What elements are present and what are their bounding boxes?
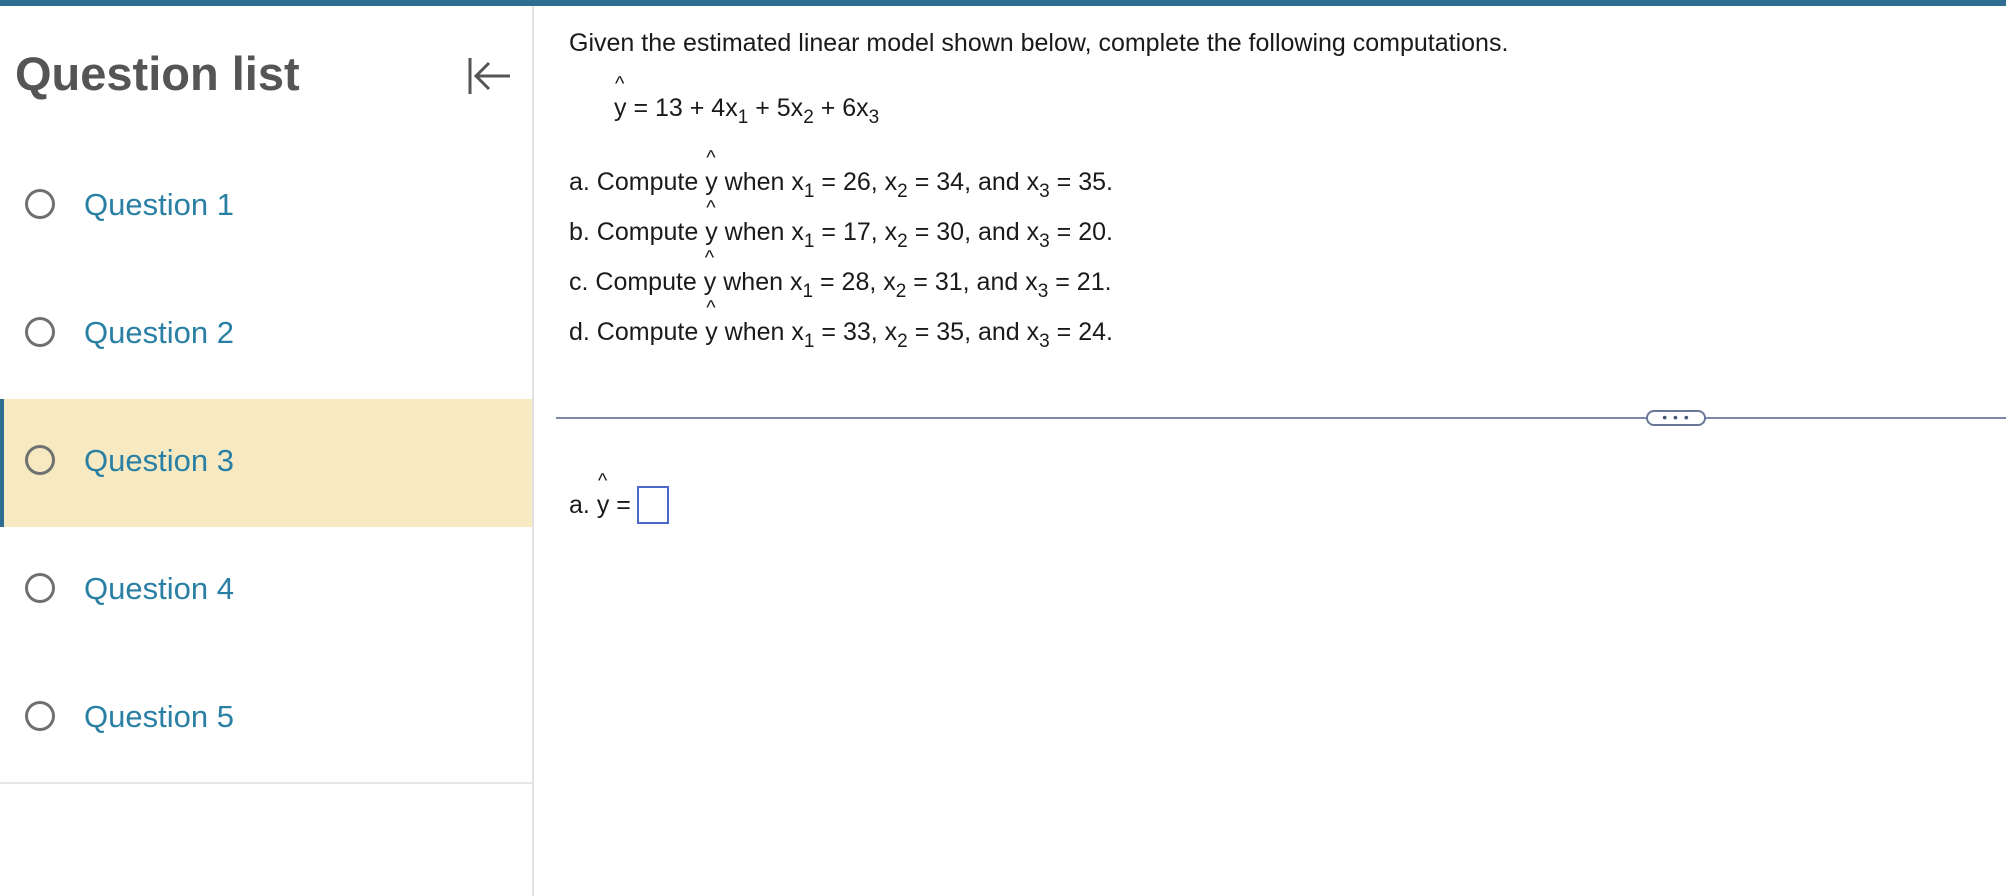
x2-value: 35 xyxy=(936,318,965,346)
part-prefix: a. Compute xyxy=(569,168,699,196)
x1-value: 28 xyxy=(841,268,870,296)
question-prompt: Given the estimated linear model shown below, complete the following computations. xyxy=(569,29,1509,57)
question-item-2[interactable] xyxy=(0,271,532,399)
question-item-4[interactable] xyxy=(0,527,532,655)
y-hat: ^ y xyxy=(705,218,718,247)
question-label: Question 4 xyxy=(84,571,234,606)
part-b: b. Compute ^ y when $x_1 = 17$, $x_2 = 30$, and $x_3 = 20$. xyxy=(569,218,1113,268)
question-item-3-active[interactable] xyxy=(0,399,532,527)
x1-value: 33 xyxy=(842,318,871,346)
x2-value: 30 xyxy=(936,218,965,246)
equation-term: = 13 + 4x xyxy=(633,94,738,122)
radio-unchecked-icon xyxy=(25,701,55,731)
question-label: Question 2 xyxy=(84,315,234,350)
model-equation: ^ $y = 13 + 4x_1 + 5x_2 + 6x_3$ xyxy=(614,94,879,123)
x2-value: 31 xyxy=(934,268,963,296)
y-hat: ^ y xyxy=(614,94,627,123)
y-hat: ^ y xyxy=(705,168,718,197)
x3-value: 21 xyxy=(1076,268,1105,296)
more-options-button[interactable]: • • • xyxy=(1646,410,1706,426)
equation-term: + 5x xyxy=(755,94,804,122)
x3-value: 24 xyxy=(1078,318,1107,346)
question-item-1[interactable] xyxy=(0,143,532,271)
x3-value: 35 xyxy=(1078,168,1107,196)
part-c: c. Compute ^ y when $x_1 = 28$, $x_2 = 31$, and $x_3 = 21$. xyxy=(569,268,1113,318)
question-label: Question 3 xyxy=(84,443,234,478)
sidebar-divider xyxy=(0,782,532,784)
x2-value: 34 xyxy=(936,168,965,196)
x1-value: 17 xyxy=(842,218,871,246)
answer-row xyxy=(569,486,669,524)
part-prefix: b. Compute xyxy=(569,218,699,246)
answer-prefix: a. xyxy=(569,491,590,519)
radio-unchecked-icon xyxy=(25,445,55,475)
y-hat: ^ y xyxy=(597,491,610,520)
section-divider xyxy=(556,417,2006,419)
part-prefix: c. Compute xyxy=(569,268,697,296)
y-hat: ^ y xyxy=(704,268,717,297)
question-label: Question 1 xyxy=(84,187,234,222)
part-a: a. Compute ^ y when $x_1 = 26$, $x_2 = 34$, and $x_3 = 35$. xyxy=(569,168,1113,218)
answer-input[interactable] xyxy=(637,486,669,524)
equals-sign: = xyxy=(616,491,631,519)
question-panel xyxy=(536,6,2006,896)
question-item-5[interactable] xyxy=(0,655,532,783)
sidebar-title: Question list xyxy=(15,47,300,100)
collapse-left-icon xyxy=(462,50,514,102)
radio-unchecked-icon xyxy=(25,189,55,219)
question-label: Question 5 xyxy=(84,699,234,734)
part-prefix: d. Compute xyxy=(569,318,699,346)
x1-value: 26 xyxy=(842,168,871,196)
y-hat: ^ y xyxy=(705,318,718,347)
question-list xyxy=(0,143,532,783)
part-d: d. Compute ^ y when $x_1 = 33$, $x_2 = 35$, and $x_3 = 24$. xyxy=(569,318,1113,368)
question-parts xyxy=(569,168,1113,368)
x3-value: 20 xyxy=(1078,218,1107,246)
radio-unchecked-icon xyxy=(25,317,55,347)
question-list-sidebar xyxy=(0,6,534,896)
radio-unchecked-icon xyxy=(25,573,55,603)
collapse-sidebar-button[interactable] xyxy=(462,50,514,102)
equation-term: + 6x xyxy=(820,94,869,122)
